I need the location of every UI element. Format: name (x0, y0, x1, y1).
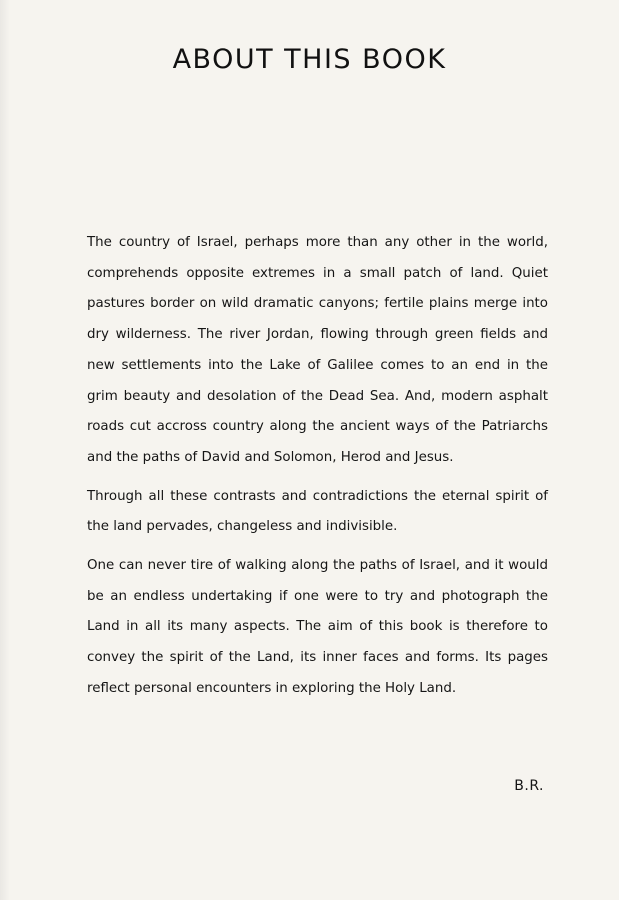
paragraph-3: One can never tire of walking along the paths of Israel, and it would be an endless undertaking if one were to try and photograph the Land in all its many aspects. The aim of this book is therefore to convey the spirit of the Land, its inner faces and forms. Its pages reflect personal encounters in exploring the Holy Land. (87, 558, 548, 696)
paragraph-1: The country of Israel, perhaps more than any other in the world, comprehends opposite extremes in a small patch of land. Quiet pastures border on wild dramatic canyons; fertile plains merge into dry wilderness. The river Jordan, flowing through green fields and new settlements into the Lake of Galilee comes to an end in the grim beauty and desolation of the Dead Sea. And, modern asphalt roads cut accross country along the ancient ways of the Patriarchs and the paths of David and Solomon, Herod and Jesus. (87, 235, 548, 465)
author-signature: B.R. (514, 778, 544, 794)
page-title: ABOUT THIS BOOK (172, 44, 447, 75)
body-text (87, 228, 548, 713)
paragraph-2: Through all these contrasts and contradictions the eternal spirit of the land pervades, changeless and indivisible. (87, 488, 548, 535)
